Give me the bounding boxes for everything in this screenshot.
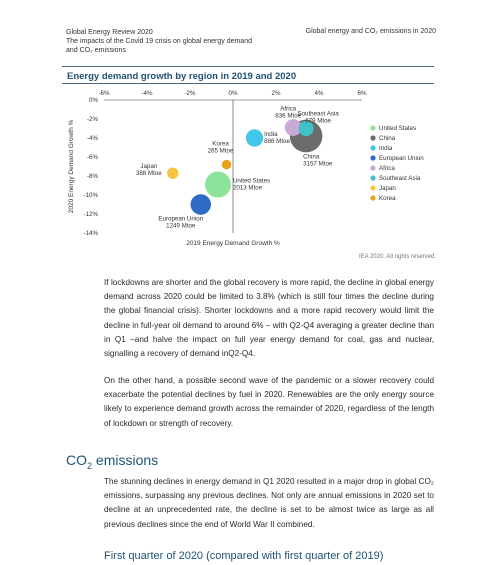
copyright-note: IEA 2020. All rights reserved.: [358, 254, 436, 260]
y-tick-label: -14%: [83, 230, 98, 237]
legend-entry: Africa: [379, 165, 395, 173]
header-line-1: Global Energy Review 2020: [66, 29, 153, 36]
paragraph-1: If lockdowns are shorter and the global recovery is more rapid, the decline in global energy demand across 2020 could be limited to 3.8% (which is still four times the decline during the global financial crisis). Shorter lockdowns and a more rapid recovery would limit the decline in full-year oil demand to around 6% – with Q2-Q4 averaging a greater decline than in Q1 –and halve the impact on full year energy demand for coal, gas and nuclear, signalling a recovery of demand inQ2-Q4.: [104, 278, 434, 359]
y-tick-label: -10%: [83, 192, 98, 199]
legend-entry: Japan: [379, 185, 396, 193]
data-label-value: 3157 Mtoe: [303, 160, 333, 168]
legend-marker: [370, 125, 375, 130]
x-tick-label: 0%: [228, 90, 238, 97]
data-label-value: 2013 Mtoe: [232, 184, 263, 192]
x-axis-label: 2019 Energy Demand Growth %: [186, 240, 280, 247]
legend-entry: Korea: [379, 195, 396, 203]
data-label-name: European Union: [158, 215, 204, 223]
bubble-united-states: [205, 172, 231, 198]
bubble-japan: [167, 167, 178, 178]
section-heading-subscript: 2: [87, 460, 93, 471]
data-label-value: 836 Mtoe: [275, 112, 302, 120]
y-tick-label: 0%: [89, 97, 98, 104]
header-divider: [62, 66, 434, 67]
legend-entry: China: [379, 135, 396, 143]
y-tick-label: -4%: [86, 135, 98, 142]
y-tick-label: -6%: [86, 154, 98, 161]
data-label-name: Southeast Asia: [297, 110, 339, 118]
header-line-3: and CO₂ emissions: [66, 47, 126, 54]
y-tick-label: -8%: [86, 173, 98, 180]
legend-marker: [370, 185, 375, 190]
legend-entry: European Union: [379, 155, 424, 163]
legend-marker: [370, 155, 375, 160]
bubble-european-union: [191, 194, 211, 214]
document-header-left: [66, 28, 252, 55]
header-line-2: The impacts of the Covid 19 crisis on global energy demand: [66, 38, 252, 45]
data-label-name: Korea: [212, 140, 229, 148]
legend-marker: [370, 135, 375, 140]
paragraph-2: On the other hand, a possible second wave of the pandemic or a slower recovery could exacerbate the potential declines by fuel in 2020. Renewables are the only energy source likely to experience demand growth across the remainder of 2020, regardless of the length of lockdown or strength of recovery.: [104, 376, 434, 428]
data-label-name: Japan: [140, 163, 158, 171]
data-label-value: 679 Mtoe: [305, 117, 332, 125]
legend-marker: [370, 145, 375, 150]
section-heading-prefix: CO: [66, 452, 87, 468]
data-label-value: 1249 Mtoe: [166, 222, 196, 230]
subheading-q1: First quarter of 2020 (compared with first quarter of 2019): [104, 550, 384, 562]
chart-title: Energy demand growth by region in 2019 and 2020: [67, 71, 297, 82]
x-tick-label: -4%: [141, 90, 153, 97]
x-tick-label: -6%: [98, 90, 110, 97]
y-axis-label: 2020 Energy Demand Growth %: [68, 119, 75, 214]
data-label-value: 265 Mtoe: [207, 147, 234, 155]
y-tick-label: -2%: [86, 116, 98, 123]
data-label-name: Africa: [280, 105, 297, 113]
y-tick-label: -12%: [83, 211, 98, 218]
bubble-korea: [222, 160, 231, 169]
legend-marker: [370, 175, 375, 180]
legend-entry: United States: [379, 125, 417, 133]
legend-entry: Southeast Asia: [379, 175, 421, 183]
paragraph-co2: The stunning declines in energy demand in Q1 2020 resulted in a major drop in global CO₂ emissions, surpassing any previous declines. Not only are annual emissions in 2020 set to decline at an unprecedented rate, the decline is set to be almost twice as large as all previous declines since the end of World War II combined.: [104, 477, 434, 529]
section-heading-co2: [66, 452, 158, 471]
data-label-name: India: [264, 131, 278, 138]
data-label-name: China: [303, 153, 320, 161]
section-heading-suffix: emissions: [92, 452, 159, 468]
bubble-chart: [62, 86, 434, 251]
x-tick-label: 4%: [314, 90, 324, 97]
x-tick-label: -2%: [184, 90, 196, 97]
x-tick-label: 6%: [357, 90, 367, 97]
x-tick-label: 2%: [271, 90, 281, 97]
chart-title-divider: [62, 83, 434, 84]
data-label-name: United States: [232, 177, 271, 185]
legend-marker: [370, 165, 375, 170]
document-header-right: Global energy and CO₂ emissions in 2020: [305, 28, 436, 35]
legend-entry: India: [379, 145, 393, 153]
legend-marker: [370, 195, 375, 200]
bubble-india: [246, 129, 263, 146]
data-label-value: 886 Mtoe: [264, 138, 290, 145]
data-label-value: 388 Mtoe: [135, 170, 162, 178]
